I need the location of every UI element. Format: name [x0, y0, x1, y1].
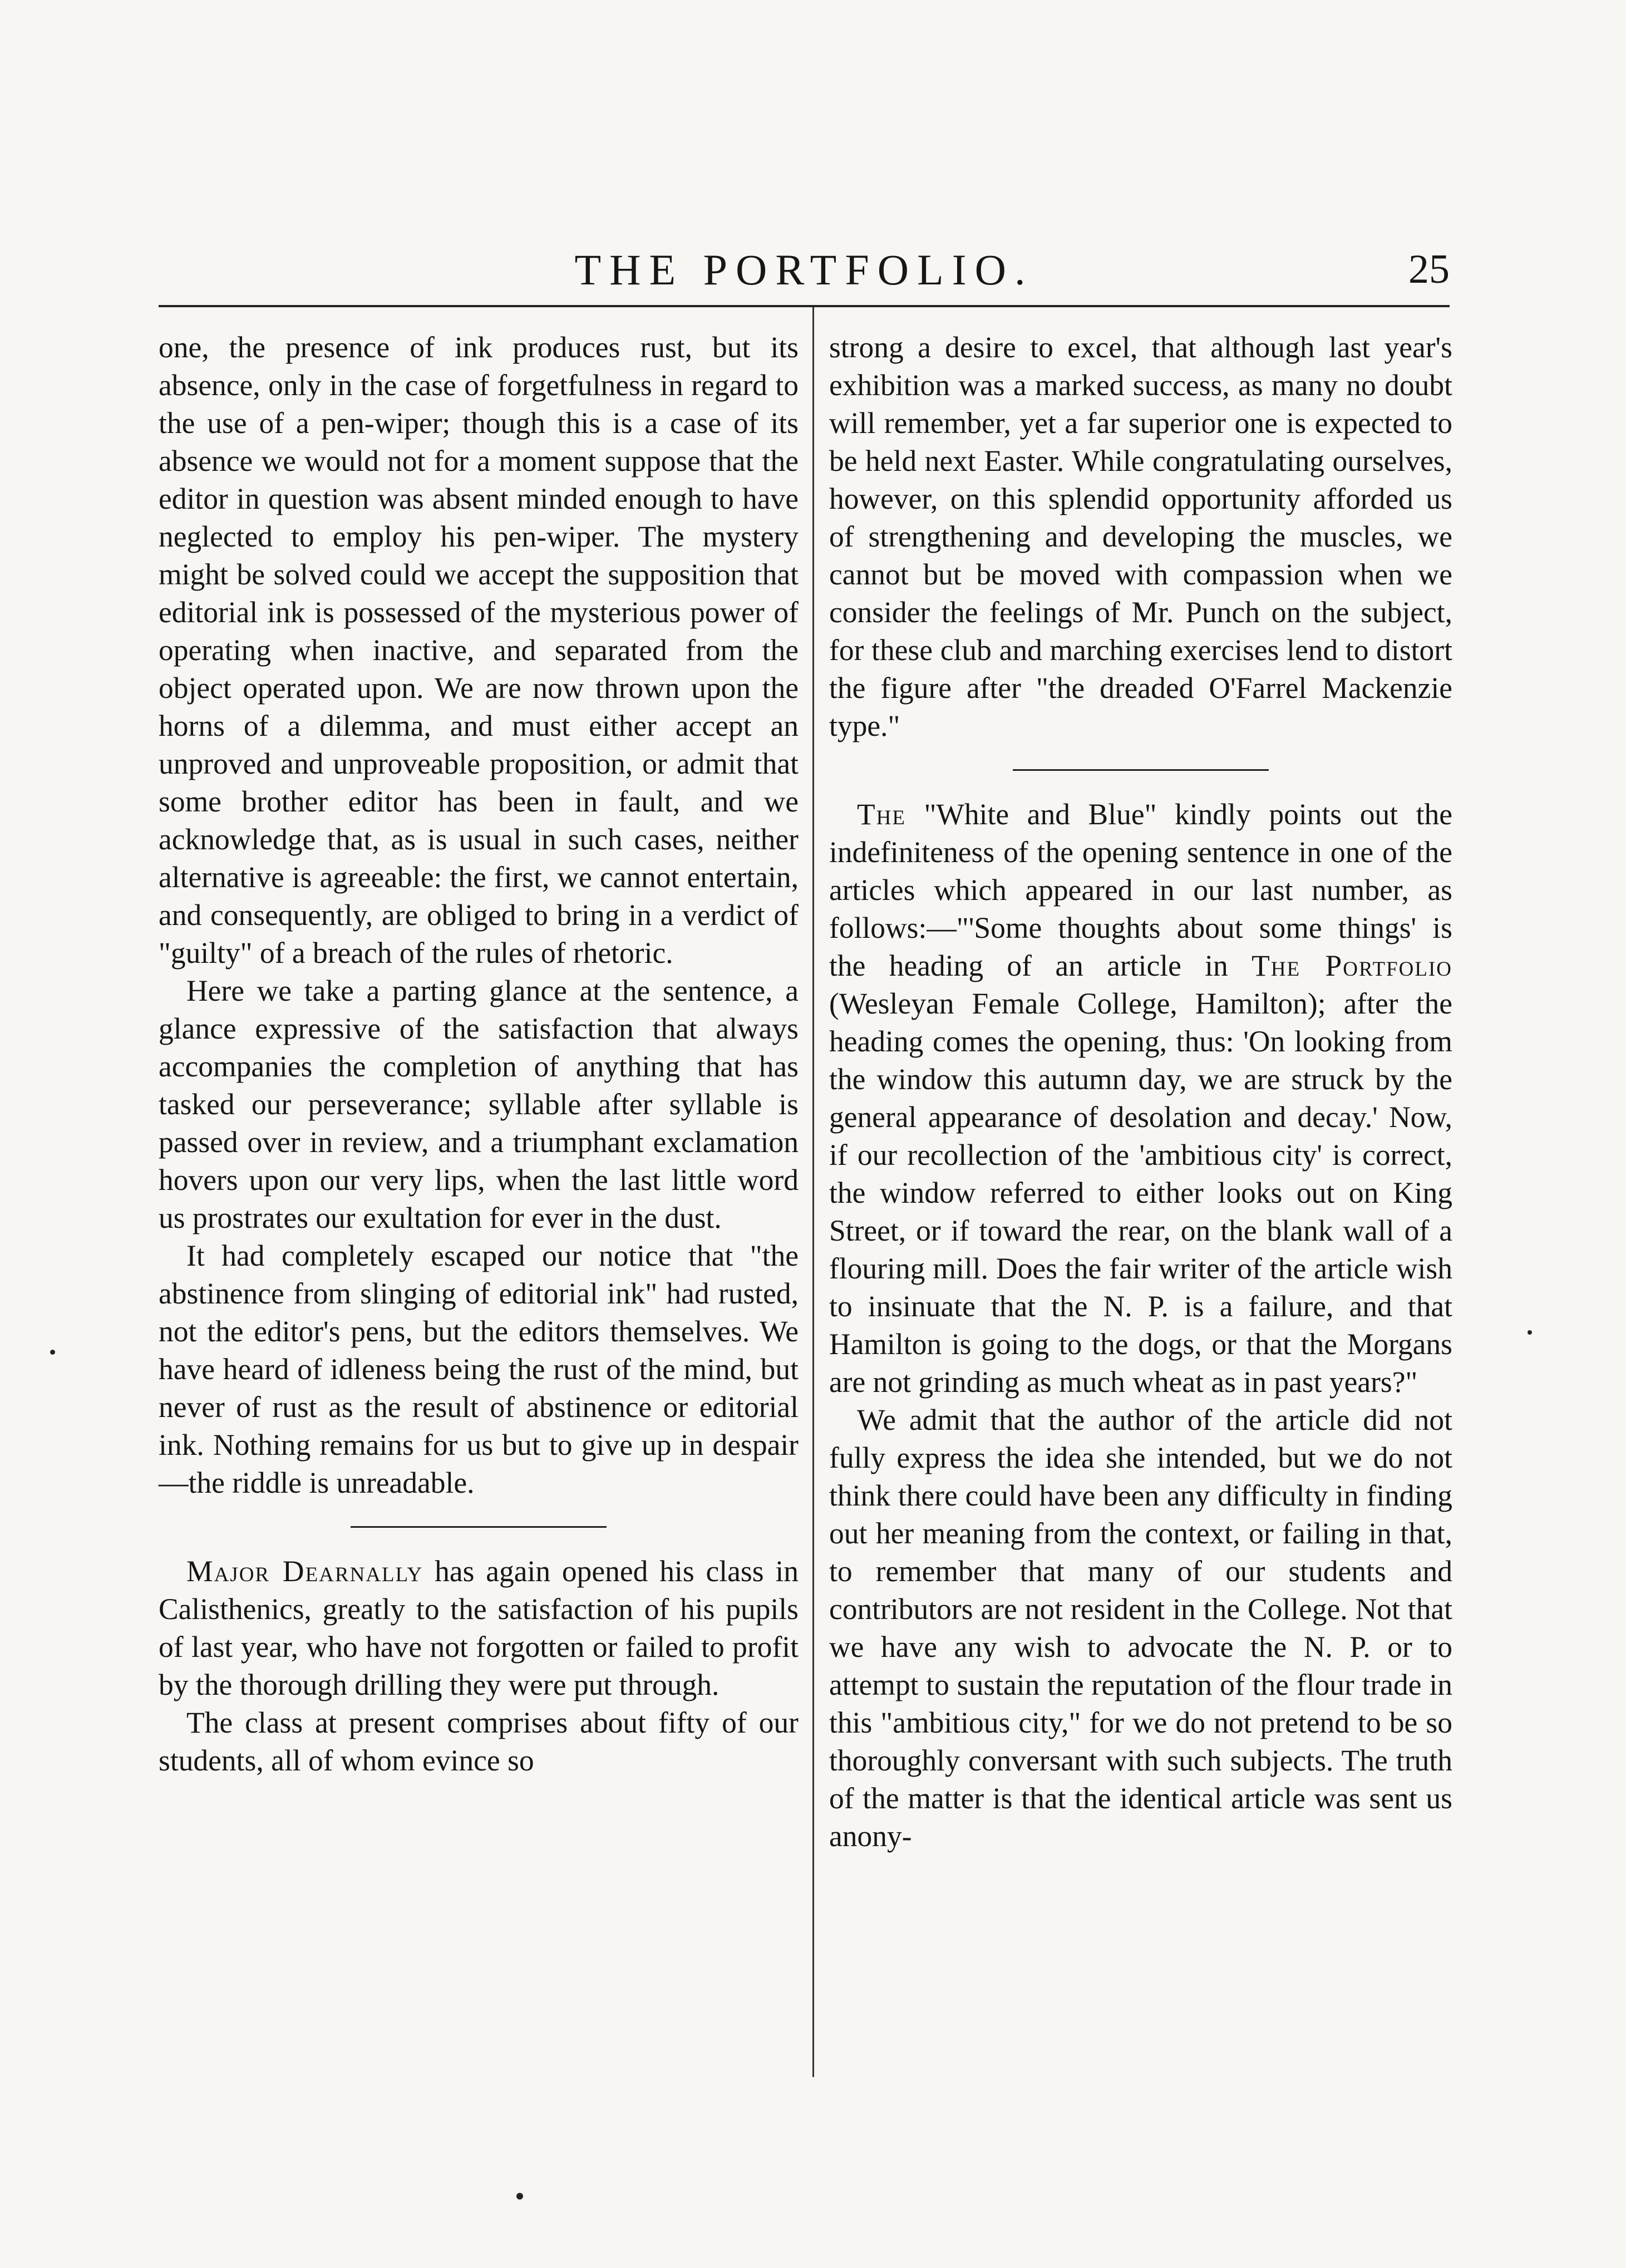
column-divider [812, 307, 814, 2077]
print-speck [50, 1350, 55, 1355]
paragraph: The class at present comprises about fifty of our students, all of whom evince so [159, 1706, 799, 1777]
page-header [159, 234, 1450, 301]
lead-words: The [857, 798, 906, 831]
page-number: 25 [1408, 247, 1450, 292]
print-speck [1528, 1330, 1532, 1335]
paragraph: strong a desire to excel, that although last year's exhibition was a marked success, as many no doubt will remember, yet a far superior one is expected to be held next Easter. While congratulating ourselves, however, on this splendid opportunity afforded us of strengthening and developing the muscles, we cannot but be moved with compassion when we consider the feelings of Mr. Punch on the subject, for these club and marching exercises lend to distort the figure after "the dreaded O'Farrel Mackenzie type." [829, 331, 1452, 742]
running-title: THE PORTFOLIO. [574, 245, 1034, 294]
paragraph [829, 795, 1452, 1401]
journal-name: The Portfolio [1251, 949, 1452, 982]
section-separator [351, 1526, 607, 1528]
right-column [829, 328, 1452, 1855]
lead-words: Major Dearnally [186, 1554, 423, 1588]
paragraph-text: (Wesleyan Female College, Hamilton); after the heading comes the opening, thus: 'On looking from the window this autumn day, we are struck by the general appearance of desolation and decay.' Now, if our recollection of the 'ambitious city' is correct, the window referred to either looks out on King Street, or if toward the rear, on the blank wall of a flouring mill. Does the fair writer of the article wish to insinuate that the N. P. is a failure, and that Hamilton is going to the dogs, or that the Morgans are not grinding as much wheat as in past years?" [829, 987, 1452, 1399]
paragraph [159, 1552, 799, 1704]
section-separator [1013, 769, 1269, 771]
paragraph: Here we take a parting glance at the sentence, a glance expressive of the satisfaction that always accompanies the completion of anything that has tasked our perseverance; syllable after syllable is passed over in review, and a triumphant exclamation hovers upon our very lips, when the last little word us prostrates our exultation for ever in the dust. [159, 974, 799, 1234]
paragraph: It had completely escaped our notice that "the abstinence from slinging of editorial ink" had rusted, not the editor's pens, but the editors themselves. We have heard of idleness being the rust of the mind, but never of rust as the result of abstinence or editorial ink. Nothing remains for us but to give up in despair—the riddle is unreadable. [159, 1239, 799, 1499]
print-speck [516, 2193, 523, 2200]
paragraph-text: "White and Blue" kindly points out the indefiniteness of the opening sentence in one of the articles which appeared in our last number, as follows:—"'Some thoughts about some things' is the heading of an article in [829, 798, 1452, 982]
header-rule [159, 305, 1450, 307]
paragraph: We admit that the author of the article did not fully express the idea she intended, but we do not think there could have been any difficulty in finding out her meaning from the context, or failing in that, to remember that many of our students and contributors are not resident in the College. Not that we have any wish to advocate the N. P. or to attempt to sustain the reputation of the flour trade in this "ambitious city," for we do not pretend to be so thoroughly conversant with such subjects. The truth of the matter is that the identical article was sent us anony- [829, 1403, 1452, 1853]
paragraph: one, the presence of ink produces rust, but its absence, only in the case of forgetfulness in regard to the use of a pen-wiper; though this is a case of its absence we would not for a moment suppose that the editor in question was absent minded enough to have neglected to employ his pen-wiper. The mystery might be solved could we accept the supposition that editorial ink is possessed of the mysterious power of operating when inactive, and separated from the object operated upon. We are now thrown upon the horns of a dilemma, and must either accept an unproved and unproveable proposition, or admit that some brother editor has been in fault, and we acknowledge that, as is usual in such cases, neither alternative is agreeable: the first, we cannot entertain, and consequently, are obliged to bring in a verdict of "guilty" of a breach of the rules of rhetoric. [159, 331, 799, 970]
left-column [159, 328, 799, 1779]
paragraph-text: has again opened his class in Calisthenics, greatly to the satisfaction of his pupils of last year, who have not forgotten or failed to profit by the thorough drilling they were put through. [159, 1554, 799, 1701]
